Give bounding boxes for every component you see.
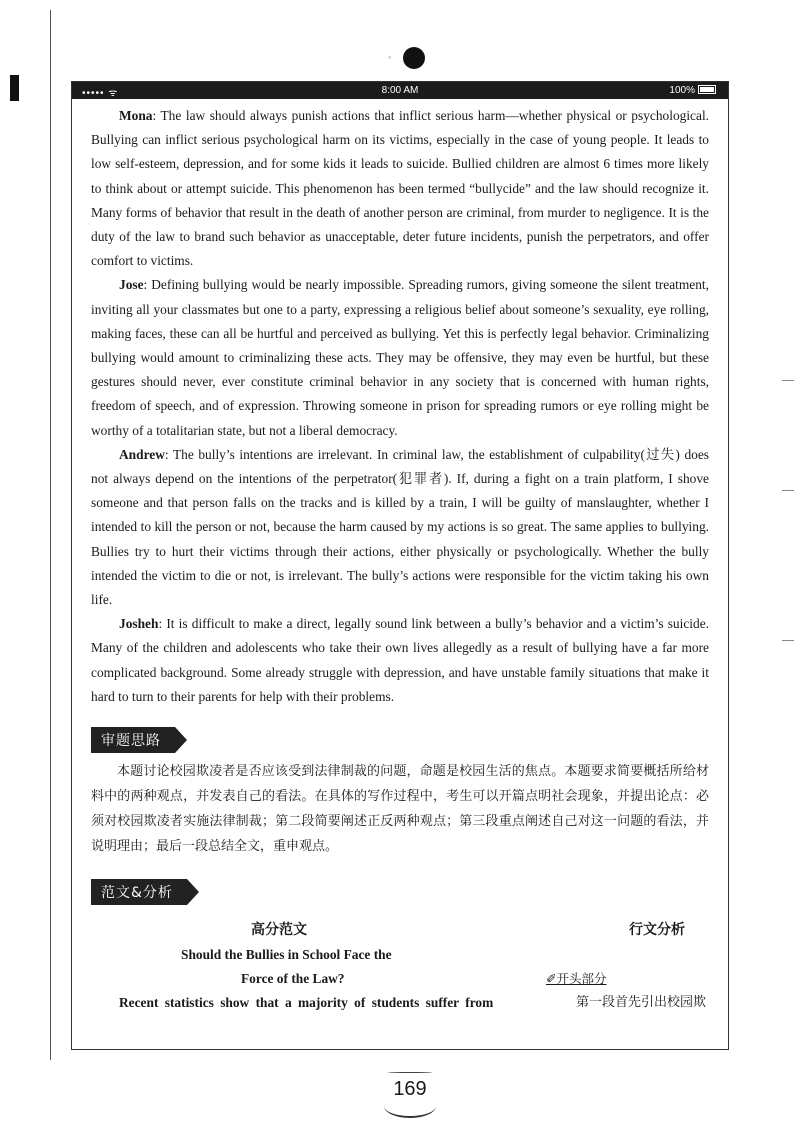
opening-part-text: 开头部分 [556,971,607,987]
section-heading-sample: 范文&分析 [91,879,187,905]
section-heading-analysis: 审题思路 [91,727,175,753]
sample-essay-label: 高分范文 [251,922,307,939]
pencil-icon: ✐ [546,971,557,987]
paragraph-mona: Mona: The law should always punish actions that inflict serious harm—whether physical or psychological. Bullying can inflict serious psychological harm on its victims, especially in the case of young people. It leads to low self-esteem, depression, and for some kids it leads to suicide. Bullied children are almost 6 times more likely to think about or attempt suicide. This phenomenon has been termed “bullycide” and the law should recognize it. Many forms of behavior that result in the death of another person are criminal, from murder to negligence. It is the duty of the law to brand such behavior as unacceptable, deter future incidents, punish the perpetrators, and offer comfort to victims. [91,108,710,269]
status-bar [72,82,728,99]
paragraph-text: The bully’s intentions are irrelevant. In criminal law, the establishment of culpability(过失) does not always depend on the intentions of the perpetrator(犯罪者). If, during a fight on a train platform, I shove someone and that person falls on the tracks and is killed by a train, I will be guilty of manslaughter, whether I intended to kill the person or not, because the harm caused by my actions is so great. The same applies to bullying. Bullies try to hurt their victims through their actions, either physically or psychologically. Whether the bully intended the victim to die or not, is irrelevant. The bully’s actions were responsible for the victim taking his own life. [91,446,709,608]
paragraph-text: Defining bullying would be nearly impossible. Spreading rumors, giving someone the silent treatment, inviting all your classmates but one to a party, expressing a religious belief about someone’s sexuality, eye rolling, making faces, these can all be hurtful and perceived as bullying. Yet this is perfectly legal behavior. Criminalizing bullying would amount to criminalizing these acts. They may be offensive, they may even be hurtful, but these gestures should never, ever constitute criminal behavior in any society that is concerned with human rights, freedom of speech, and of expression. Throwing someone in prison for spreading rumors or eye rolling might be worthy of a totalitarian state, but not a liberal democracy. [91,277,709,438]
status-time: 8:00 AM [381,85,419,96]
paragraph-text: The law should always punish actions that inflict serious harm—whether physical or psychological. Bullying can inflict serious psychological harm on its victims, especially in the case of young people. It leads to low self-esteem, depression, and for some kids it leads to suicide. Bullied children are almost 6 times more likely to think about or attempt suicide. This phenomenon has been termed “bullycide” and the law should recognize it. Many forms of behavior that result in the death of another person are criminal, from murder to negligence. It is the duty of the law to brand such behavior as unacceptable, deter future incidents, punish the perpetrators, and offer comfort to victims. [91,108,710,269]
essay-first-line [119,991,519,1015]
paragraph-andrew: Andrew: The bully’s intentions are irrelevant. In criminal law, the establishment of culpability(过失) does not always depend on the intentions of the perpetrator(犯罪者). If, during a fight on a train platform, I shove someone and that person falls on the tracks and is killed by a train, I will be guilty of manslaughter, whether I intended to kill the person or not, because the harm caused by my actions is so great. The same applies to bullying. Bullies try to hurt their victims through their actions, either physically or psychologically. Whether the bully intended the victim to die or not, is irrelevant. The bully’s actions were responsible for the victim taking his own life. [91,446,709,608]
paragraph-josheh: Josheh: It is difficult to make a direct, legally sound link between a bully’s behavior and a victim’s suicide. Many of the children and adolescents who take their own lives allegedly as a result of bullying have a far more complicated background. Some already struggle with depression, and have unstable family situations that make it hard to turn to their parents for help with their problems. [91,616,709,704]
device-frame [71,81,729,1050]
speaker-name: Andrew [119,446,165,462]
left-margin-line [50,10,51,1060]
battery-percent: 100% [669,85,695,96]
battery-indicator [669,85,716,96]
subheadings [91,915,709,943]
opening-part-label [546,967,607,991]
essay-title-line-2: Force of the Law? [241,971,345,987]
right-margin-tick [782,490,794,491]
right-margin-tick [782,640,794,641]
speaker-name: Jose [119,277,144,293]
essay-first-line-text: Recent statistics show that a majority of students suffer from [119,995,494,1011]
paragraph-text: It is difficult to make a direct, legally sound link between a bully’s behavior and a victim’s suicide. Many of the children and adolescents who take their own lives allegedly as a result of bullying have a far more complicated background. Some already struggle with depression, and have unstable family situations that make it hard to turn to their parents for help with their problems. [91,616,709,704]
left-binding-mark [10,75,19,101]
analysis-label: 行文分析 [629,922,685,939]
page-number: 169 [384,1078,436,1101]
signal-icon: ••••• ᯤ [82,88,119,99]
battery-icon [698,85,716,94]
speaker-name: Mona [119,108,153,123]
page-content [91,104,710,1011]
camera-dot-icon [403,47,425,69]
speaker-name: Josheh [119,616,159,632]
essay-title-line-1: Should the Bullies in School Face the [181,947,392,963]
paragraph-jose: Jose: Defining bullying would be nearly impossible. Spreading rumors, giving someone the silent treatment, inviting all your classmates but one to a party, expressing a religious belief about someone’s sexuality, eye rolling, making faces, these can all be hurtful and perceived as bullying. Yet this is perfectly legal behavior. Criminalizing bullying would amount to criminalizing these acts. They may be offensive, they may even be hurtful, but these gestures should never, ever constitute criminal behavior in any society that is concerned with human rights, freedom of speech, and of expression. Throwing someone in prison for spreading rumors or eye rolling might be worthy of a totalitarian state, but not a liberal democracy. [91,277,709,438]
right-margin-tick [782,380,794,381]
analysis-text: 本题讨论校园欺凌者是否应该受到法律制裁的问题，命题是校园生活的焦点。本题要求简要概括所给材料中的两种观点，并发表自己的看法。在具体的写作过程中，考生可以开篇点明社会现象，并提出论点：必须对校园欺凌者实施法律制裁；第二段简要阐述正反两种观点；第三段重点阐述自己对这一问题的看法，并说明理由；最后一段总结全文，重申观点。 [91,764,709,855]
top-small-mark: ◦ [388,52,392,62]
analysis-first-line: 第一段首先引出校园欺 [576,995,707,1011]
